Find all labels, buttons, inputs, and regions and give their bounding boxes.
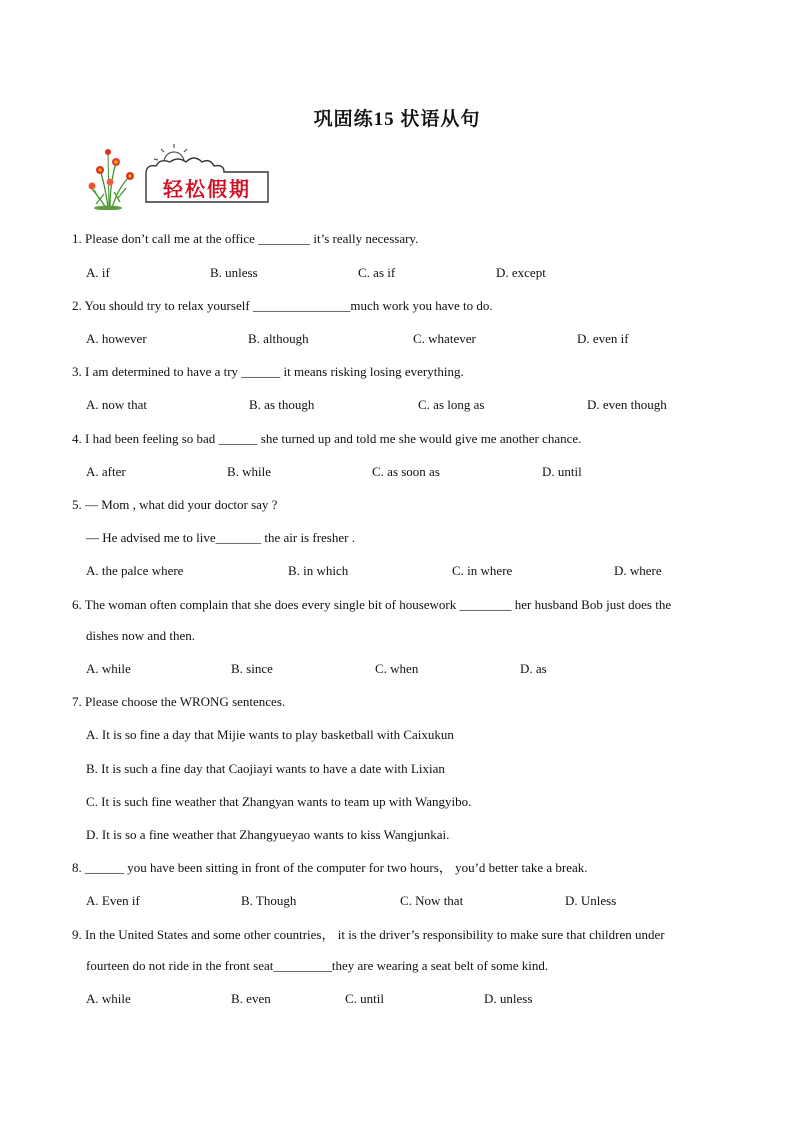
question-9-stem: 9. In the United States and some other countries， it is the driver’s responsibility to make sure that children under <box>72 927 665 942</box>
question-6-stem: 6. The woman often complain that she does every single bit of housework ________ her husband Bob just does the <box>72 597 672 612</box>
question-8-option-b: B. Though <box>241 893 297 908</box>
question-6-option-a: A. while <box>86 661 131 676</box>
flower-icon <box>89 149 135 210</box>
question-5-option-a: A. the palce where <box>86 563 184 578</box>
question-4-option-c: C. as soon as <box>372 464 440 479</box>
question-8-stem: 8. ______ you have been sitting in front of the computer for two hours， you’d better take a break. <box>72 860 588 875</box>
question-7-option-c: C. It is such fine weather that Zhangyan wants to team up with Wangyibo. <box>86 794 472 809</box>
question-5-stem: 5. — Mom , what did your doctor say ? <box>72 497 278 512</box>
question-9-option-c: C. until <box>345 991 385 1006</box>
question-6-option-c: C. when <box>375 661 419 676</box>
question-4-stem: 4. I had been feeling so bad ______ she turned up and told me she would give me another chance. <box>72 431 582 446</box>
question-5-stem-line-2: — He advised me to live_______ the air is fresher . <box>86 530 355 545</box>
question-8-option-d: D. Unless <box>565 893 617 908</box>
question-3-stem: 3. I am determined to have a try ______ it means risking losing everything. <box>72 364 464 379</box>
question-1-option-a: A. if <box>86 265 110 280</box>
question-3-option-b: B. as though <box>249 397 315 412</box>
question-2-option-d: D. even if <box>577 331 629 346</box>
question-6-option-b: B. since <box>231 661 273 676</box>
question-2-option-c: C. whatever <box>413 331 476 346</box>
question-3-option-d: D. even though <box>587 397 667 412</box>
page-title: 巩固练15 状语从句 <box>313 109 481 130</box>
logo-text: 轻松假期 <box>163 176 251 201</box>
question-4-option-d: D. until <box>542 464 582 479</box>
question-3-option-a: A. now that <box>86 397 148 412</box>
question-7-option-b: B. It is such a fine day that Caojiayi wants to have a date with Lixian <box>86 761 445 776</box>
question-4-option-b: B. while <box>227 464 272 479</box>
question-8-option-c: C. Now that <box>400 893 464 908</box>
question-1-stem: 1. Please don’t call me at the office ________ it’s really necessary. <box>72 231 419 246</box>
question-9-option-a: A. while <box>86 991 131 1006</box>
question-1-option-c: C. as if <box>358 265 396 280</box>
question-4-option-a: A. after <box>86 464 126 479</box>
question-6-option-d: D. as <box>520 661 547 676</box>
question-7-option-a: A. It is so fine a day that Mijie wants to play basketball with Caixukun <box>86 727 454 742</box>
question-3-option-c: C. as long as <box>418 397 485 412</box>
question-5-option-b: B. in which <box>288 563 349 578</box>
question-1-option-d: D. except <box>496 265 546 280</box>
question-9-option-d: D. unless <box>484 991 533 1006</box>
question-5-option-d: D. where <box>614 563 662 578</box>
question-6-stem-line-2: dishes now and then. <box>86 628 196 643</box>
question-1-option-b: B. unless <box>210 265 258 280</box>
question-2-option-b: B. although <box>248 331 309 346</box>
question-9-stem-line-2: fourteen do not ride in the front seat_________they are wearing a seat belt of some kind. <box>86 958 549 973</box>
question-9-option-b: B. even <box>231 991 271 1006</box>
question-5-option-c: C. in where <box>452 563 513 578</box>
question-8-option-a: A. Even if <box>86 893 140 908</box>
question-2-option-a: A. however <box>86 331 147 346</box>
question-7-option-d: D. It is so a fine weather that Zhangyueyao wants to kiss Wangjunkai. <box>86 827 450 842</box>
question-2-stem: 2. You should try to relax yourself _______________much work you have to do. <box>72 298 493 313</box>
question-7-stem: 7. Please choose the WRONG sentences. <box>72 694 286 709</box>
